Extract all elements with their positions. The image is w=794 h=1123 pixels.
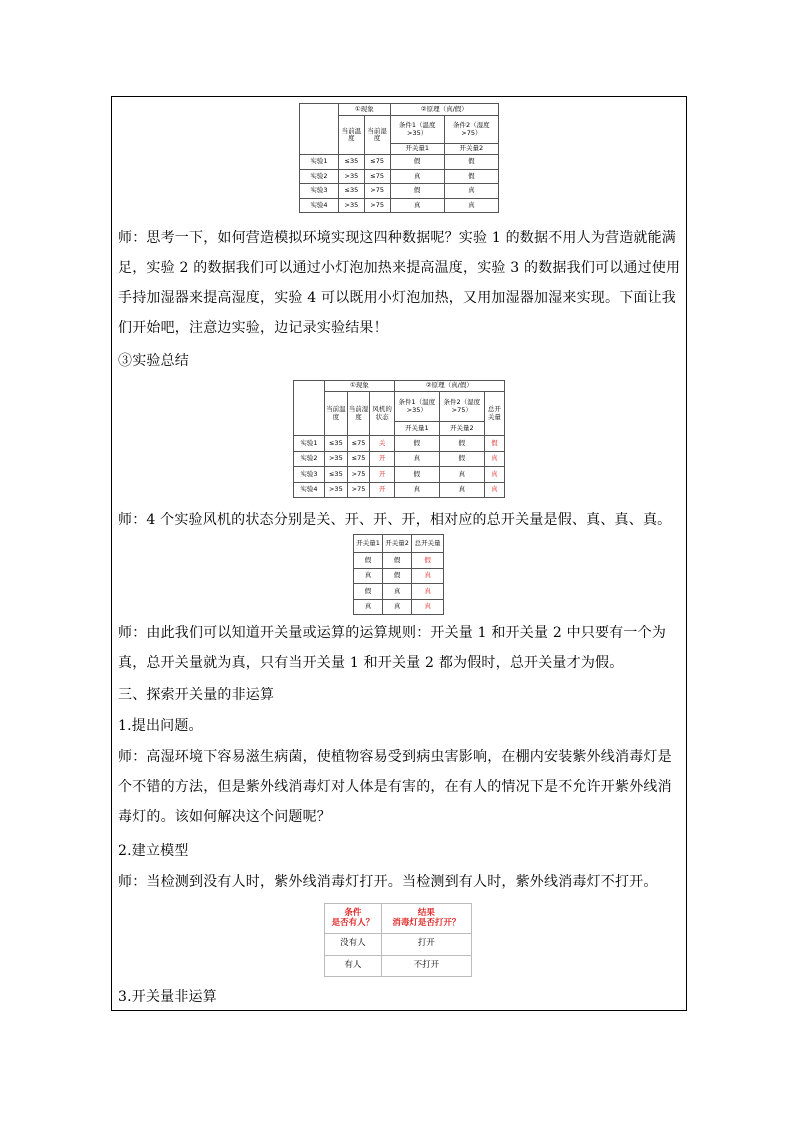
section-heading-not: 三、探索开关量的非运算 <box>118 687 275 703</box>
header-total: 总开关量 <box>412 535 444 553</box>
header-temp: 当前温度 <box>339 116 365 155</box>
paragraph-simulate: 师：思考一下，如何营造模拟环境实现这四种数据呢？实验 1 的数据不用人为营造就能满足，实验 2 的数据我们可以通过小灯泡加热来提高温度，实验 3 的数据我们可以通过使用手持加湿器来提高湿度，实验 4 可以既用小灯泡加热，又用加湿器加湿来实现。下面让我们开始吧，注意边实验，边记录实验结果！ <box>118 230 681 336</box>
header-temp: 当前温度 <box>325 392 348 436</box>
table-row: 没有人 打开 <box>325 934 472 956</box>
experiment-table-2 <box>293 380 505 498</box>
header-cond1: 条件1（温度>35） <box>394 392 439 422</box>
table-row: 实验4 >35 >75 开 真 真 真 <box>294 482 505 498</box>
paragraph-or-rule: 师：由此我们可以知道开关量或运算的运算规则：开关量 1 和开关量 2 中只要有一个为真，总开关量就为真，只有当开关量 1 和开关量 2 都为假时，总开关量才为假。 <box>118 625 667 671</box>
header-humid: 当前湿度 <box>347 392 370 436</box>
header-phenomenon: ①现象 <box>339 104 391 116</box>
table-row: 实验2 >35 ≤75 真 假 <box>300 169 499 184</box>
paragraph-detection: 师：当检测到没有人时，紫外线消毒灯打开。当检测到有人时，紫外线消毒灯不打开。 <box>118 874 658 890</box>
header-cond1: 条件1（温度>35） <box>390 116 444 144</box>
subheading-question: 1.提出问题。 <box>118 718 203 734</box>
table-row: 假 真 真 <box>354 584 444 600</box>
header-phenomenon: ①现象 <box>325 381 395 392</box>
header-condition: 条件 是否有人？ <box>325 904 382 934</box>
header-principle: ②原理（真/假） <box>394 381 504 392</box>
table-row: 实验3 ≤35 >75 假 真 <box>300 184 499 199</box>
header-principle: ②原理（真/假） <box>390 104 498 116</box>
header-cond2: 条件2（湿度>75） <box>439 392 484 422</box>
experiment-table-1 <box>299 103 499 213</box>
subheading-model: 2.建立模型 <box>118 843 189 859</box>
header-fan: 风机的状态 <box>370 392 394 436</box>
header-switch2: 开关量2 <box>444 144 498 155</box>
header-switch1: 开关量1 <box>394 422 439 436</box>
subheading-not-operation: 3.开关量非运算 <box>118 989 217 1005</box>
table-row: 实验1 ≤35 ≤75 假 假 <box>300 155 499 170</box>
header-cond2: 条件2（湿度>75） <box>444 116 498 144</box>
table-row: 真 真 真 <box>354 599 444 615</box>
header-switch2: 开关量2 <box>383 535 412 553</box>
header-switch1: 开关量1 <box>354 535 383 553</box>
header-result: 结果 消毒灯是否打开？ <box>381 904 471 934</box>
heading-summary: ③实验总结 <box>118 353 189 369</box>
uv-lamp-table <box>324 903 472 977</box>
paragraph-uv-lamp: 师：高湿环境下容易滋生病菌，使植物容易受到病虫害影响，在棚内安装紫外线消毒灯是个不错的方法，但是紫外线消毒灯对人体是有害的，在有人的情况下是不允许开紫外线消毒灯的。该如何解决这个问题呢？ <box>118 749 672 825</box>
paragraph-fan-state: 师：4 个实验风机的状态分别是关、开、开、开，相对应的总开关量是假、真、真、真。 <box>118 512 672 528</box>
or-truth-table <box>353 534 444 615</box>
header-switch2: 开关量2 <box>439 422 484 436</box>
header-switch1: 开关量1 <box>390 144 444 155</box>
table-row: 实验3 ≤35 >75 开 假 真 真 <box>294 467 505 483</box>
header-total: 总开关量 <box>484 392 504 436</box>
table-row: 有人 不打开 <box>325 955 472 977</box>
table-row: 实验1 ≤35 ≤75 关 假 假 假 <box>294 436 505 452</box>
table-row: 假 假 假 <box>354 553 444 569</box>
table-row: 真 假 真 <box>354 568 444 584</box>
header-humid: 当前湿度 <box>364 116 390 155</box>
table-row: 实验4 >35 >75 真 真 <box>300 198 499 213</box>
table-row: 实验2 >35 ≤75 开 真 假 真 <box>294 451 505 467</box>
